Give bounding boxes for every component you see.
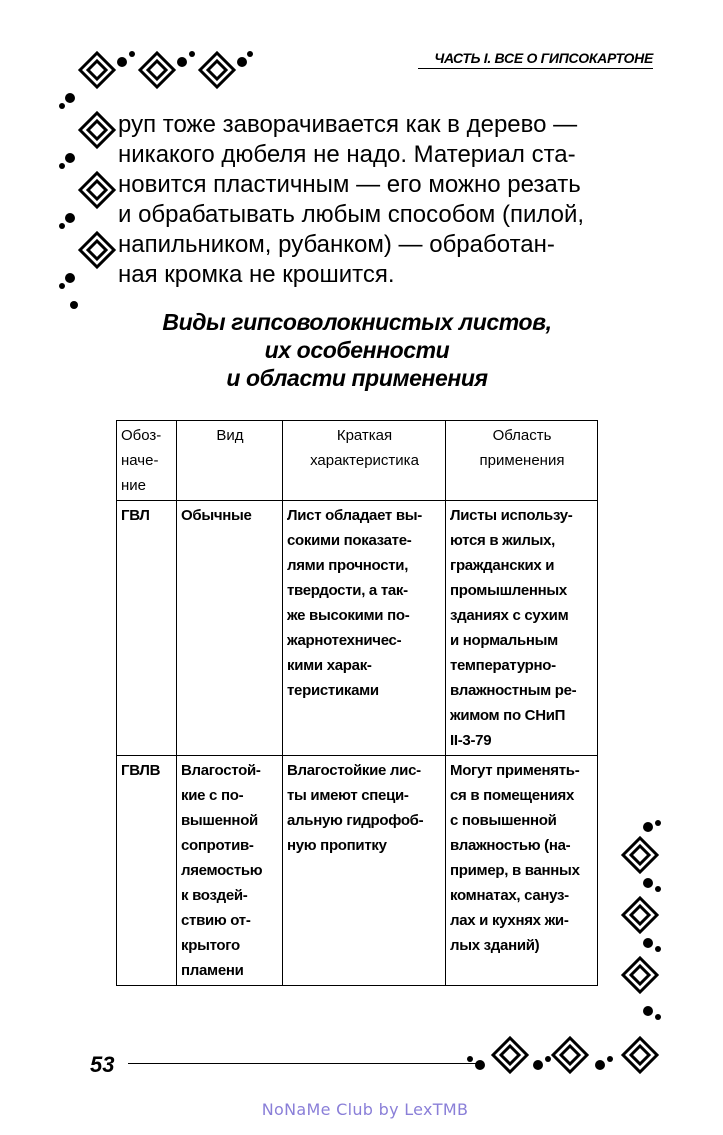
title-line: Виды гипсоволокнистых листов, xyxy=(162,309,552,335)
text-line: руп тоже заворачивается как в дерево — xyxy=(118,111,578,138)
running-header: ЧАСТЬ I. ВСЕ О ГИПСОКАРТОНЕ xyxy=(418,50,653,69)
text-line: никакого дюбеля не надо. Материал ста- xyxy=(118,141,576,168)
cell-designation: ГВЛ xyxy=(117,501,177,756)
cell-application-area: Листы использу- ются в жилых, гражданских и промышленных зданиях с сухим и нормальным температурно- влажностным ре- жимом по СНиП II-3-79 xyxy=(446,501,598,756)
header-application-area: Область применения xyxy=(446,421,598,501)
text-line: напильником, рубанком) — обработан- xyxy=(118,231,555,258)
text-line: новится пластичным — его можно резать xyxy=(118,171,581,198)
cell-type: Влагостой- кие с по- вышенной сопротив- ляемостью к воздей- ствию от- крытого пламени xyxy=(177,756,283,986)
table-header-row xyxy=(117,421,598,501)
page-number: 53 xyxy=(90,1052,115,1077)
cell-application-area: Могут применять- ся в помещениях с повышенной влажностью (на- пример, в ванных комнатах, сануз- лах и кухнях жи- лых зданий) xyxy=(446,756,598,986)
header-designation: Обоз- наче- ние xyxy=(117,421,177,501)
cell-characteristics: Влагостойкие лис- ты имеют специ- альную гидрофоб- ную пропитку xyxy=(283,756,446,986)
cell-designation: ГВЛВ xyxy=(117,756,177,986)
text-line: и обрабатывать любым способом (пилой, xyxy=(118,201,585,228)
text-line: ная кромка не крошится. xyxy=(118,261,395,288)
title-line: их особенности xyxy=(264,337,450,363)
cell-characteristics: Лист обладает вы- сокими показате- лями прочности, твердости, а так- же высокими по- жарнотехничес- кими харак- теристиками xyxy=(283,501,446,756)
header-characteristics: Краткая характеристика xyxy=(283,421,446,501)
corner-ornament-bottom-right xyxy=(460,815,670,1085)
title-line: и области применения xyxy=(226,365,488,391)
watermark: NoNaMe Club by LexTMB xyxy=(261,1100,469,1119)
footer-rule xyxy=(128,1063,478,1064)
table-row xyxy=(117,501,598,756)
section-title xyxy=(118,308,596,392)
cell-type: Обычные xyxy=(177,501,283,756)
header-type: Вид xyxy=(177,421,283,501)
body-paragraph xyxy=(118,110,596,290)
